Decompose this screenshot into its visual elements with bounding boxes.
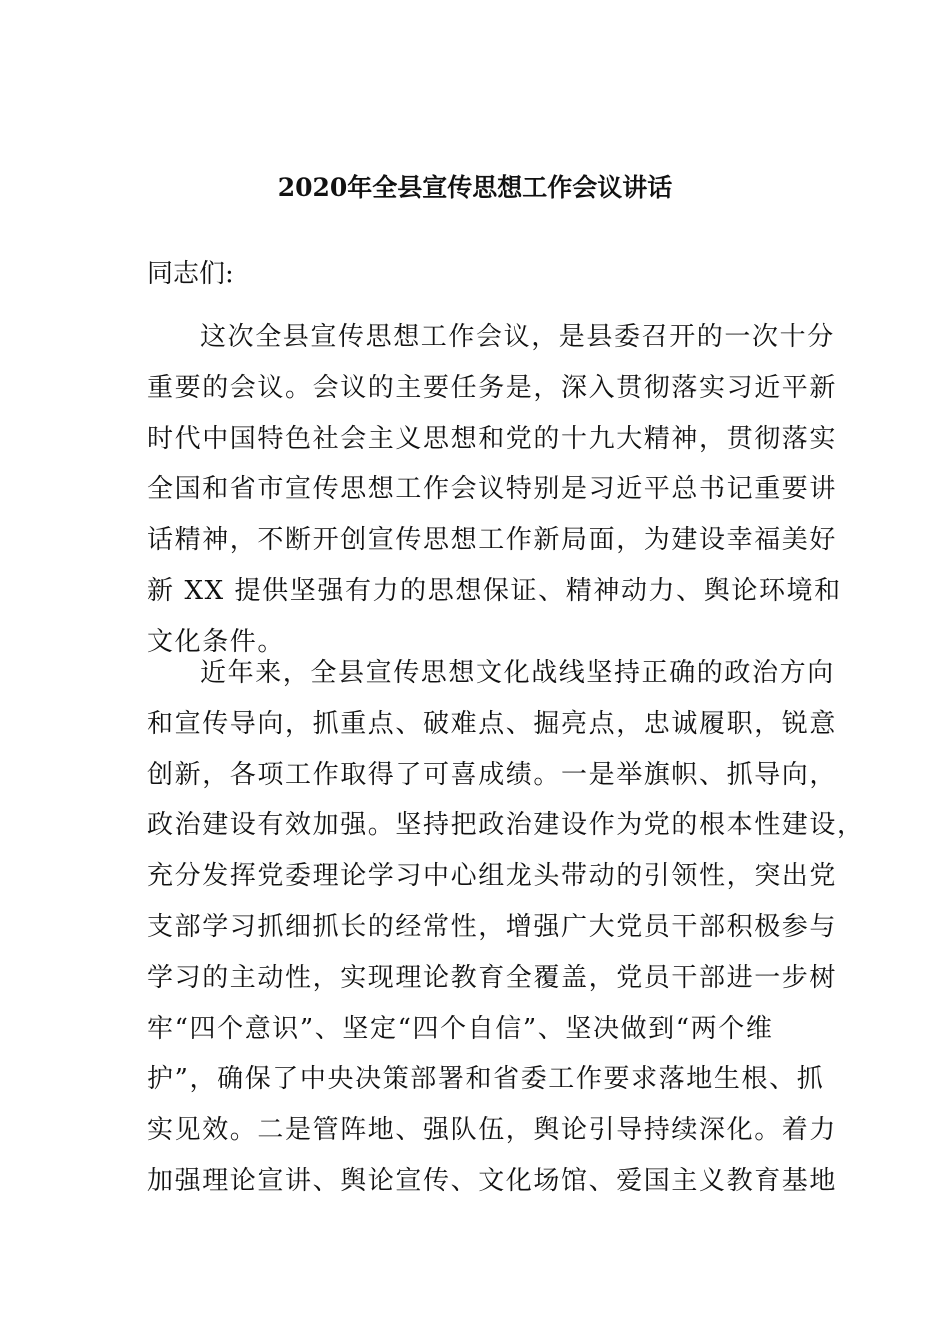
- document-title: 2020年全县宣传思想工作会议讲话: [277, 173, 673, 202]
- paragraph-2: [147, 648, 865, 1207]
- paragraph-line: 牢“四个意识”、坚定“四个自信”、坚决做到“两个维: [147, 1013, 774, 1044]
- paragraph-line: 新 XX 提供坚强有力的思想保证、精神动力、舆论环境和: [147, 575, 842, 606]
- paragraph-line: 加强理论宣讲、舆论宣传、文化场馆、爱国主义教育基地: [147, 1165, 838, 1196]
- salutation: 同志们:: [147, 259, 234, 289]
- paragraph-line: 和宣传导向，抓重点、破难点、掘亮点，忠诚履职，锐意: [147, 708, 838, 739]
- paragraph-line: 重要的会议。会议的主要任务是，深入贯彻落实习近平新: [147, 372, 838, 403]
- paragraph-line: 全国和省市宣传思想工作会议特别是习近平总书记重要讲: [147, 474, 838, 505]
- paragraph-line: 这次全县宣传思想工作会议，是县委召开的一次十分: [200, 322, 835, 352]
- paragraph-line: 学习的主动性，实现理论教育全覆盖，党员干部进一步树: [147, 962, 838, 993]
- paragraph-line: 护”，确保了中央决策部署和省委工作要求落地生根、抓: [147, 1064, 825, 1095]
- paragraph-1: [147, 312, 842, 668]
- paragraph-line: 支部学习抓细抓长的经常性，增强广大党员干部积极参与: [147, 911, 838, 942]
- paragraph-line: 时代中国特色社会主义思想和党的十九大精神，贯彻落实: [147, 423, 838, 454]
- paragraph-line: 创新，各项工作取得了可喜成绩。一是举旗帜、抓导向，: [147, 759, 838, 790]
- paragraph-line: 文化条件。: [147, 626, 286, 657]
- paragraph-line: 近年来，全县宣传思想文化战线坚持正确的政治方向: [200, 658, 835, 688]
- paragraph-line: 实见效。二是管阵地、强队伍，舆论引导持续深化。着力: [147, 1115, 838, 1146]
- paragraph-line: 政治建设有效加强。坚持把政治建设作为党的根本性建设，: [147, 810, 865, 841]
- paragraph-line: 充分发挥党委理论学习中心组龙头带动的引领性，突出党: [147, 861, 838, 892]
- paragraph-line: 话精神，不断开创宣传思想工作新局面，为建设幸福美好: [147, 525, 838, 556]
